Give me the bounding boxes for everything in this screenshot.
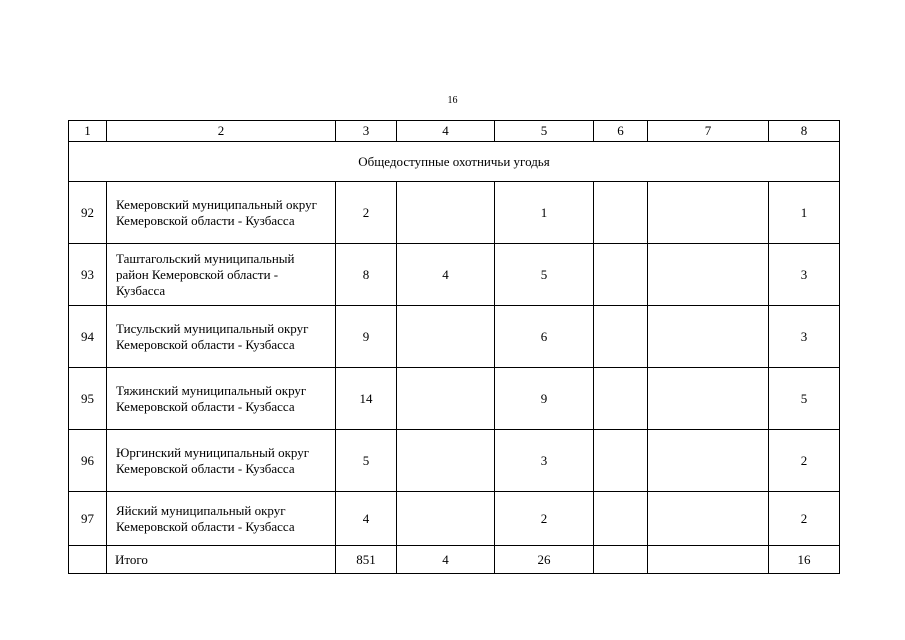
cell-col4 [397, 368, 495, 430]
total-number-cell [69, 546, 107, 574]
column-header: 4 [397, 121, 495, 142]
column-header: 2 [107, 121, 336, 142]
district-name: Таштагольский муниципальный район Кемеровской области - Кузбасса [107, 244, 336, 306]
cell-col3: 2 [336, 182, 397, 244]
table-row [69, 492, 840, 546]
row-number: 96 [69, 430, 107, 492]
cell-col6 [594, 306, 648, 368]
row-number: 93 [69, 244, 107, 306]
column-header: 1 [69, 121, 107, 142]
district-name: Тисульский муниципальный округ Кемеровской области - Кузбасса [107, 306, 336, 368]
cell-col3: 14 [336, 368, 397, 430]
cell-col4 [397, 492, 495, 546]
total-row [69, 546, 840, 574]
cell-col8: 2 [769, 430, 840, 492]
cell-col4 [397, 306, 495, 368]
cell-col8: 1 [769, 182, 840, 244]
cell-col3: 5 [336, 430, 397, 492]
cell-col8: 5 [769, 368, 840, 430]
section-title: Общедоступные охотничьи угодья [69, 142, 840, 182]
cell-col5: 2 [495, 492, 594, 546]
row-number: 94 [69, 306, 107, 368]
cell-col6 [594, 492, 648, 546]
cell-col3: 8 [336, 244, 397, 306]
total-col5: 26 [495, 546, 594, 574]
cell-col7 [648, 244, 769, 306]
total-col7 [648, 546, 769, 574]
total-col4: 4 [397, 546, 495, 574]
column-header: 7 [648, 121, 769, 142]
column-header: 3 [336, 121, 397, 142]
table-row [69, 430, 840, 492]
table-row [69, 306, 840, 368]
cell-col6 [594, 244, 648, 306]
cell-col4: 4 [397, 244, 495, 306]
row-number: 92 [69, 182, 107, 244]
cell-col5: 3 [495, 430, 594, 492]
total-label: Итого [107, 546, 336, 574]
row-number: 95 [69, 368, 107, 430]
district-name: Тяжинский муниципальный округ Кемеровской области - Кузбасса [107, 368, 336, 430]
cell-col7 [648, 306, 769, 368]
cell-col6 [594, 182, 648, 244]
table-row [69, 244, 840, 306]
district-name: Яйский муниципальный округ Кемеровской области - Кузбасса [107, 492, 336, 546]
district-name: Кемеровский муниципальный округ Кемеровской области - Кузбасса [107, 182, 336, 244]
hunting-grounds-table [68, 120, 840, 574]
district-name: Юргинский муниципальный округ Кемеровской области - Кузбасса [107, 430, 336, 492]
column-header: 8 [769, 121, 840, 142]
cell-col7 [648, 182, 769, 244]
cell-col7 [648, 368, 769, 430]
cell-col7 [648, 430, 769, 492]
column-header: 6 [594, 121, 648, 142]
cell-col8: 3 [769, 244, 840, 306]
total-col3: 851 [336, 546, 397, 574]
cell-col8: 3 [769, 306, 840, 368]
total-col8: 16 [769, 546, 840, 574]
cell-col8: 2 [769, 492, 840, 546]
section-row [69, 142, 840, 182]
cell-col6 [594, 430, 648, 492]
cell-col5: 6 [495, 306, 594, 368]
column-number-row [69, 121, 840, 142]
page-number: 16 [447, 95, 458, 106]
cell-col3: 9 [336, 306, 397, 368]
column-header: 5 [495, 121, 594, 142]
cell-col4 [397, 430, 495, 492]
cell-col5: 9 [495, 368, 594, 430]
cell-col3: 4 [336, 492, 397, 546]
cell-col7 [648, 492, 769, 546]
row-number: 97 [69, 492, 107, 546]
total-col6 [594, 546, 648, 574]
cell-col5: 5 [495, 244, 594, 306]
cell-col6 [594, 368, 648, 430]
table-row [69, 182, 840, 244]
table-row [69, 368, 840, 430]
cell-col4 [397, 182, 495, 244]
cell-col5: 1 [495, 182, 594, 244]
